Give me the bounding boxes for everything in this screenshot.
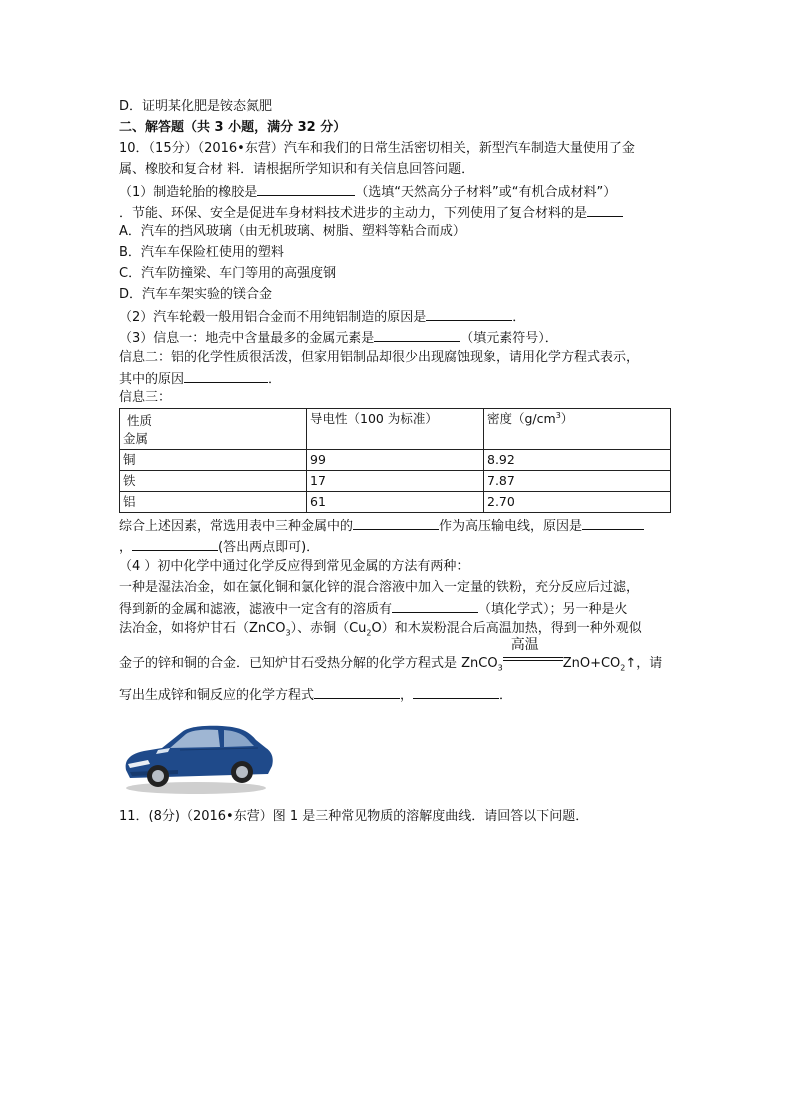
info2-line2: 其中的原因 ． [119,368,281,390]
header-density: 密度$(g/cm^3)$ [484,409,671,450]
table-row [120,450,671,471]
metal-cell: 铁 [120,471,307,492]
table-row [120,471,671,492]
option-d: D．汽车车架实验的镁合金 [119,287,273,302]
q10-part2: （2）汽车轮毂一般用铝合金而不用纯铝制造的原因是 ． [119,306,525,328]
summary-line1: 综合上述因素，常选用表中三种金属中的 作为高压输电线，原因是 [119,515,644,537]
reaction-condition-sign: 高温 [503,651,563,667]
option-d-previous: D．证明某化肥是铵态氮肥 [119,99,273,114]
answer-blank[interactable] [392,598,478,613]
header-metal: 金属 [123,431,149,446]
answer-blank[interactable] [582,515,644,530]
q11-stem: 11．(8分)（2016•东营）图 1 是三种常见物质的溶解度曲线．请回答以下问题． [119,809,589,824]
answer-blank[interactable] [374,327,460,342]
q10-part4-intro: （4 ）初中化学中通过化学反应得到常见金属的方法有两种： [119,559,470,574]
summary-line2: ， (答出两点即可)． [119,536,319,558]
metal-cell: 铝 [120,492,307,513]
wet-metallurgy-line1: 一种是湿法冶金，如在氯化铜和氯化锌的混合溶液中加入一定量的铁粉，充分反应后过滤， [119,580,640,595]
car-photo-icon [118,714,278,796]
conductivity-cell: 99 [307,450,484,471]
option-a: A．汽车的挡风玻璃（由无机玻璃、树脂、塑料等粘合而成） [119,224,466,239]
diagonal-header-cell [120,409,307,450]
answer-blank[interactable] [413,684,499,699]
conductivity-cell: 17 [307,471,484,492]
equation-line: 金子的锌和铜的合金．已知炉甘石受热分解的化学方程式是 ZnCO$_3$ 高温 $ZnO+CO_2↑$，请 [119,637,663,673]
q10-stem-line1: 10．（15分）（2016•东营）汽车和我们的日常生活密切相关，新型汽车制造大量使用了金 [119,141,635,156]
density-cell: 7.87 [484,471,671,492]
section-title: 二、解答题（共 3 小题，满分 32 分） [119,120,347,135]
answer-blank[interactable] [426,306,512,321]
metal-properties-table [119,408,671,513]
write-equation-line: 写出生成锌和铜反应的化学方程式 ， ． [119,684,512,706]
q10-part1-line1: （1）制造轮胎的橡胶是 （选填“天然高分子材料”或“有机合成材料”） [119,181,616,203]
header-property: 性质 [127,413,153,428]
answer-blank[interactable] [132,536,218,551]
wet-metallurgy-line2: 得到新的金属和滤液，滤液中一定含有的溶质有 （填化学式）；另一种是火 [119,598,628,620]
header-conductivity: 导电性（100 为标准） [307,409,484,450]
density-cell: 8.92 [484,450,671,471]
table-header-row [120,409,671,450]
table-row [120,492,671,513]
answer-blank[interactable] [184,368,268,383]
fire-metallurgy-line: 法冶金，如将炉甘石（ZnCO$_3$）、赤铜$(Cu_2O)$和木炭粉混合后高温加热，得到一种外观似 [119,621,642,638]
option-b: B．汽车车保险杠使用的塑料 [119,245,284,260]
q10-part3-info1: （3）信息一：地壳中含量最多的金属元素是 （填元素符号）． [119,327,558,349]
conductivity-cell: 61 [307,492,484,513]
answer-blank[interactable] [587,202,623,217]
density-cell: 2.70 [484,492,671,513]
q10-stem-line2: 属、橡胶和复合材 料．请根据所学知识和有关信息回答问题． [119,162,475,177]
info3-label: 信息三： [119,390,172,405]
q10-part1-line2: ．节能、环保、安全是促进车身材料技术进步的主动力，下列使用了复合材料的是 [119,202,623,224]
answer-blank[interactable] [314,684,400,699]
option-c: C．汽车防撞梁、车门等用的高强度钢 [119,266,337,281]
info2-line1: 信息二：铝的化学性质很活泼，但家用铝制品却很少出现腐蚀现象，请用化学方程式表示， [119,350,640,365]
answer-blank[interactable] [257,181,355,196]
answer-blank[interactable] [353,515,439,530]
metal-cell: 铜 [120,450,307,471]
